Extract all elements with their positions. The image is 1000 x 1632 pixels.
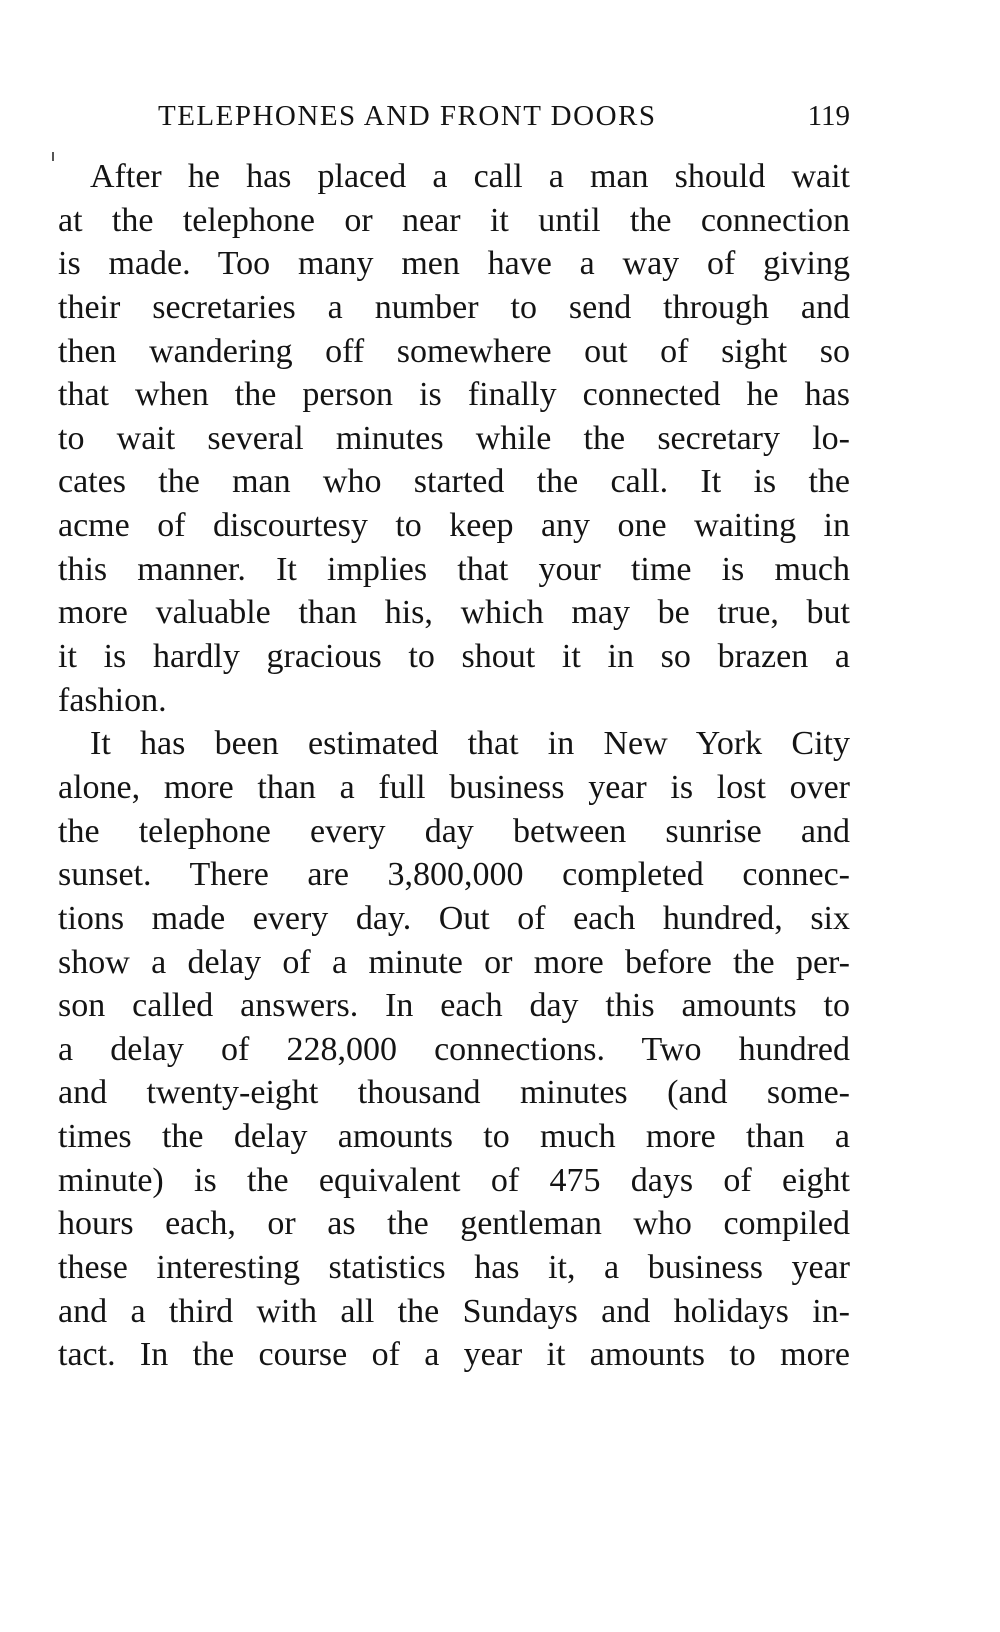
text-line: tact. In the course of a year it amounts to more <box>58 1336 850 1374</box>
text-line: times the delay amounts to much more than a <box>58 1118 850 1156</box>
running-head-title: TELEPHONES AND FRONT DOORS <box>158 100 657 132</box>
text-line: sunset. There are 3,800,000 completed connec- <box>58 856 850 894</box>
text-line: acme of discourtesy to keep any one waiting in <box>58 507 850 545</box>
text-line: fashion. <box>58 681 167 719</box>
text-line: hours each, or as the gentleman who compiled <box>58 1205 850 1243</box>
print-speck <box>52 152 54 161</box>
text-line: this manner. It implies that your time is much <box>58 550 850 588</box>
text-line: that when the person is finally connected he has <box>58 376 850 414</box>
running-head <box>58 100 850 140</box>
text-line: it is hardly gracious to shout it in so brazen a <box>58 638 850 676</box>
text-line: more valuable than his, which may be true, but <box>58 594 850 632</box>
text-line: alone, more than a full business year is lost over <box>58 768 850 806</box>
paragraph-2 <box>58 722 850 1377</box>
text-line: cates the man who started the call. It is the <box>58 463 850 501</box>
text-line: these interesting statistics has it, a business year <box>58 1249 850 1287</box>
text-line: a delay of 228,000 connections. Two hundred <box>58 1030 850 1068</box>
text-line: son called answers. In each day this amounts to <box>58 987 850 1025</box>
body-text <box>58 155 850 1377</box>
text-line: is made. Too many men have a way of giving <box>58 245 850 283</box>
page-number: 119 <box>807 100 850 132</box>
text-line: at the telephone or near it until the connection <box>58 201 850 239</box>
text-line: It has been estimated that in New York City <box>90 725 850 763</box>
paragraph-1 <box>58 155 850 722</box>
text-line: to wait several minutes while the secretary lo- <box>58 419 850 457</box>
text-line: their secretaries a number to send through and <box>58 288 850 326</box>
text-line: then wandering off somewhere out of sight so <box>58 332 850 370</box>
text-line: minute) is the equivalent of 475 days of eight <box>58 1161 850 1199</box>
text-line: After he has placed a call a man should wait <box>90 158 850 195</box>
text-line: show a delay of a minute or more before the per- <box>58 943 850 981</box>
text-line: tions made every day. Out of each hundred, six <box>58 899 850 937</box>
text-line: and twenty-eight thousand minutes (and some- <box>58 1074 850 1112</box>
text-line: the telephone every day between sunrise and <box>58 812 850 850</box>
text-line: and a third with all the Sundays and holidays in- <box>58 1292 850 1330</box>
